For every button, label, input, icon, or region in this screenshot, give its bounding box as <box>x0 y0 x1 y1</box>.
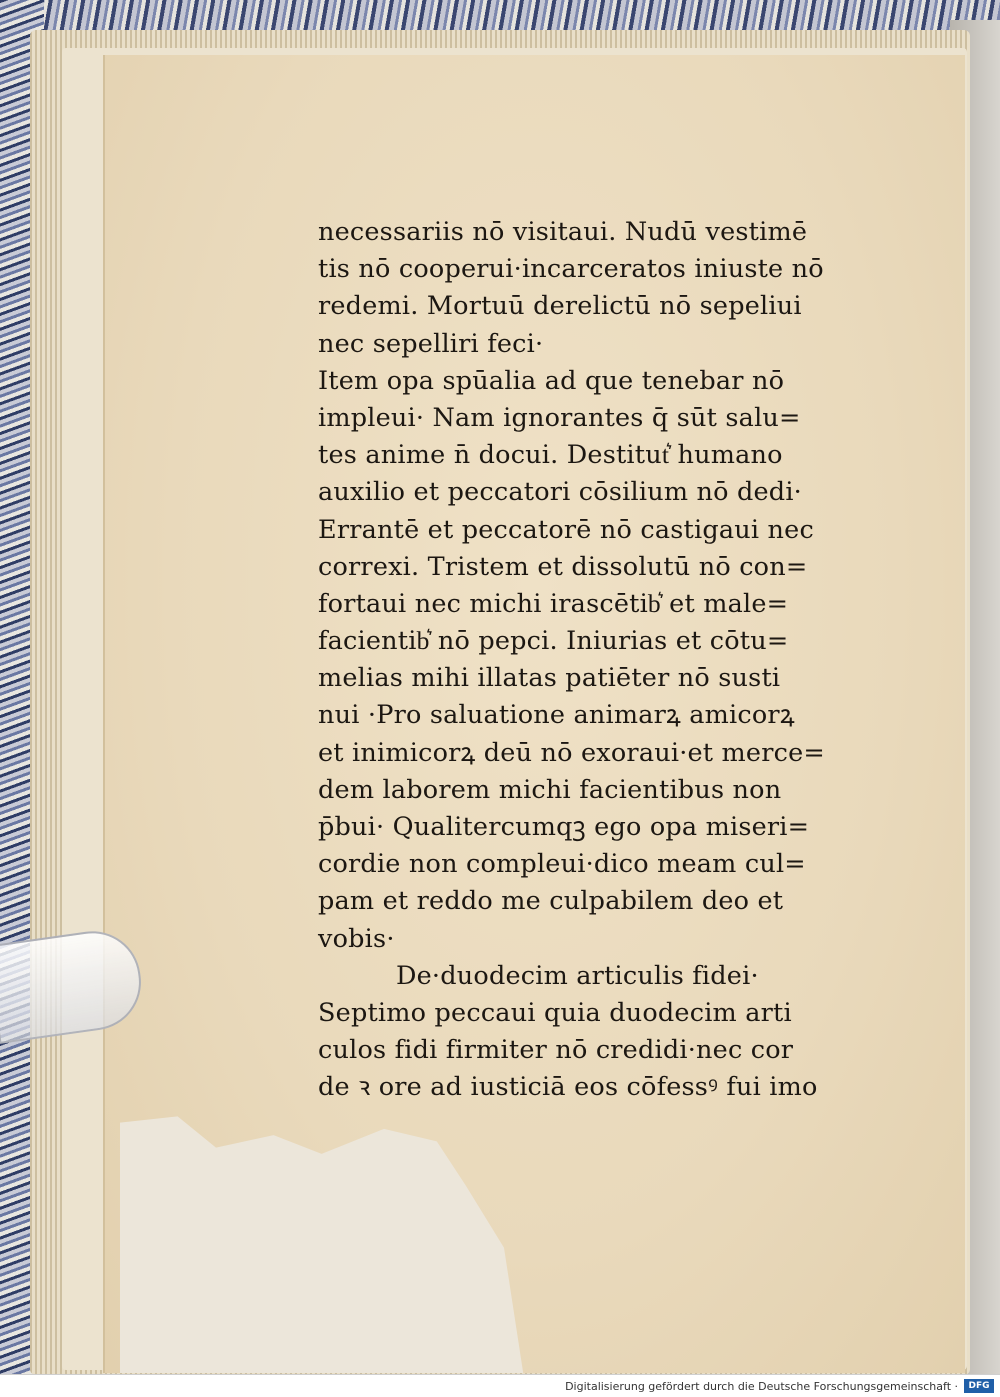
text-line: impleui· Nam ignorantes q̄ sūt salu= <box>318 402 801 433</box>
dfg-logo: DFG <box>964 1379 994 1393</box>
text-line: Septimo peccaui quia duodecim arti <box>318 997 792 1028</box>
text-line: culos fidi firmiter nō credidi·nec cor <box>318 1035 794 1066</box>
text-line: tes anime n̄ docui. Destitut͛ humano <box>318 440 783 471</box>
text-line: Item opa spūalia ad que tenebar nō <box>318 365 785 396</box>
text-line: tis nō cooperui·incarceratos iniuste nō <box>318 254 824 285</box>
text-line: auxilio et peccatori cōsilium nō dedi· <box>318 477 802 508</box>
text-line: fortaui nec michi irascētib͛ et male= <box>318 588 789 619</box>
footer-bar <box>0 1374 1000 1397</box>
text-line: melias mihi illatas patiēter nō susti <box>318 663 781 694</box>
funding-credit: Digitalisierung gefördert durch die Deutsche Forschungsgemeinschaft · <box>565 1380 958 1393</box>
text-line: p̄bui· Qualitercumqꝫ ego opa miseri= <box>318 812 810 842</box>
text-line: correxi. Tristem et dissolutū nō con= <box>318 551 808 582</box>
text-line: dem laborem michi facientibus non <box>318 774 782 805</box>
text-line: facientib͛ nō pepci. Iniurias et cōtu= <box>318 626 789 657</box>
text-line: redemi. Mortuū derelictū nō sepeliui <box>318 291 802 322</box>
text-line: nec sepelliri feci· <box>318 328 544 359</box>
section-heading: De·duodecim articulis fidei· <box>396 960 759 991</box>
text-line: vobis· <box>318 923 395 954</box>
text-line: pam et reddo me culpabilem deo et <box>318 886 784 917</box>
page-text-block <box>318 214 858 1107</box>
text-line: et inimicorꝝ deū nō exoraui·et merce= <box>318 737 825 768</box>
text-line: de ꝛ ore ad iusticiā eos cōfessꝰ fui imo <box>318 1072 818 1103</box>
text-line: nui ·Pro saluatione animarꝝ amicorꝝ <box>318 700 795 731</box>
text-line: cordie non compleui·dico meam cul= <box>318 849 806 880</box>
text-line: necessariis nō visitaui. Nudū vestimē <box>318 217 808 247</box>
text-line: Errantē et peccatorē nō castigaui nec <box>318 514 814 545</box>
